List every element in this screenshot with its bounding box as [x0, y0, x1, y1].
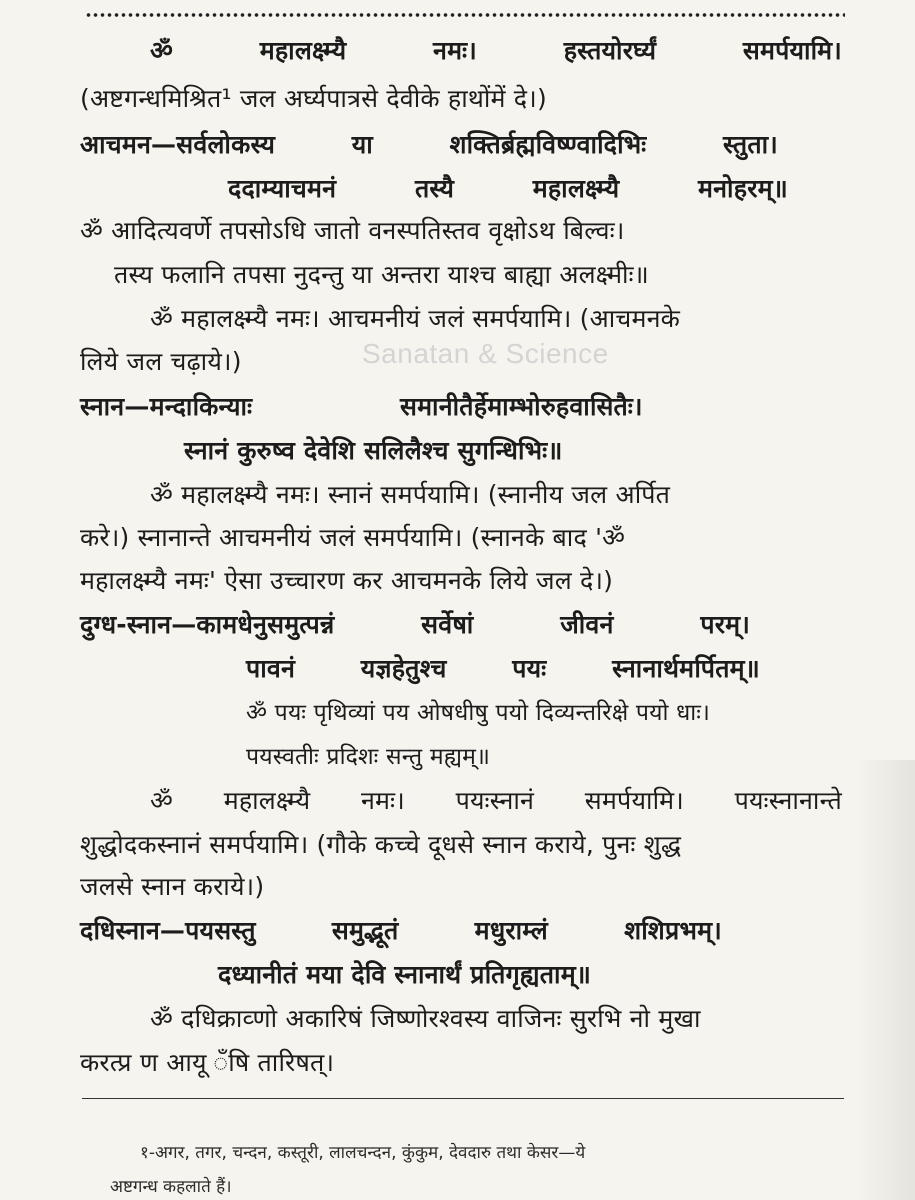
instruction-line: करे।) स्नानान्ते आचमनीयं जलं समर्पयामि। (स्नानके बाद 'ॐ: [80, 523, 626, 552]
mantra-line: ॐ पयः पृथिव्यां पय ओषधीषु पयो दिव्यन्तरिक्षे पयो धाः।: [246, 700, 711, 726]
footnote-line: १-अगर, तगर, चन्दन, कस्तूरी, लालचन्दन, कुंकुम, देवदारु तथा केसर—ये: [140, 1143, 586, 1163]
mantra-line: ॐ महालक्ष्म्यै नमः। स्नानं समर्पयामि। (स्नानीय जल अर्पित: [150, 480, 671, 509]
mantra-line: ॐ महालक्ष्म्यै नमः। पयःस्नानं समर्पयामि। पयःस्नानान्ते: [150, 786, 842, 815]
mantra-line: तस्य फलानि तपसा नुदन्तु या अन्तरा याश्च बाह्या अलक्ष्मीः॥: [114, 260, 649, 289]
mantra-line: पयस्वतीः प्रदिशः सन्तु मह्यम्॥: [246, 744, 491, 770]
verse-line: स्नानं कुरुष्व देवेशि सलिलैश्च सुगन्धिभिः॥: [184, 436, 563, 465]
instruction-line: शुद्धोदकस्नानं समर्पयामि। (गौके कच्चे दूधसे स्नान कराये, पुनः शुद्ध: [80, 830, 682, 859]
page-edge-shadow: [855, 760, 915, 1200]
verse-line: दध्यानीतं मया देवि स्नानार्थं प्रतिगृह्यताम्॥: [218, 960, 592, 989]
verse-part: समानीतैर्हेमाम्भोरुहवासितैः।: [400, 392, 643, 421]
mantra-line: ॐ महालक्ष्म्यै नमः। आचमनीयं जलं समर्पयामि। (आचमनके: [150, 304, 681, 333]
instruction-line: महालक्ष्म्यै नमः' ऐसा उच्चारण कर आचमनके लिये जल दे।): [80, 566, 614, 595]
watermark: Sanatan & Science: [362, 338, 609, 369]
instruction-line: लिये जल चढ़ाये।): [80, 347, 242, 376]
dadhi-snan-heading: दधिस्नान—पयसस्तु समुद्भूतं मधुराम्लं शशिप्रभम्।: [80, 916, 722, 945]
footnote-line: अष्टगन्ध कहलाते हैं।: [110, 1177, 232, 1197]
footnote-divider: [82, 1098, 844, 1099]
verse-line: ददाम्याचमनं तस्यै महालक्ष्म्यै मनोहरम्॥: [228, 174, 788, 203]
mantra-line: ॐ महालक्ष्म्यै नमः। हस्तयोरर्घ्यं समर्पयामि।: [150, 36, 842, 65]
mantra-line: करत्प्र ण आयू ँषि तारिषत्।: [80, 1048, 335, 1077]
instruction-line: जलसे स्नान कराये।): [80, 872, 265, 901]
top-dotted-border: [85, 12, 845, 18]
mantra-line: ॐ आदित्यवर्णे तपसोऽधि जातो वनस्पतिस्तव वृक्षोऽथ बिल्वः।: [80, 216, 625, 245]
achaman-heading: आचमन—सर्वलोकस्य या शक्तिर्ब्रह्मविष्ण्वादिभिः स्तुता।: [80, 130, 778, 159]
mantra-line: ॐ दधिक्राव्णो अकारिषं जिष्णोरश्वस्य वाजिनः सुरभि नो मुखा: [150, 1004, 701, 1033]
instruction-line: (अष्टगन्धमिश्रित¹ जल अर्घ्यपात्रसे देवीके हाथोंमें दे।): [80, 84, 547, 113]
verse-line: पावनं यज्ञहेतुश्च पयः स्नानार्थमर्पितम्॥: [246, 654, 760, 683]
dugdh-snan-heading: दुग्ध-स्नान—कामधेनुसमुत्पन्नं सर्वेषां जीवनं परम्।: [80, 610, 750, 639]
snan-heading: स्नान—मन्दाकिन्याः: [80, 392, 253, 421]
